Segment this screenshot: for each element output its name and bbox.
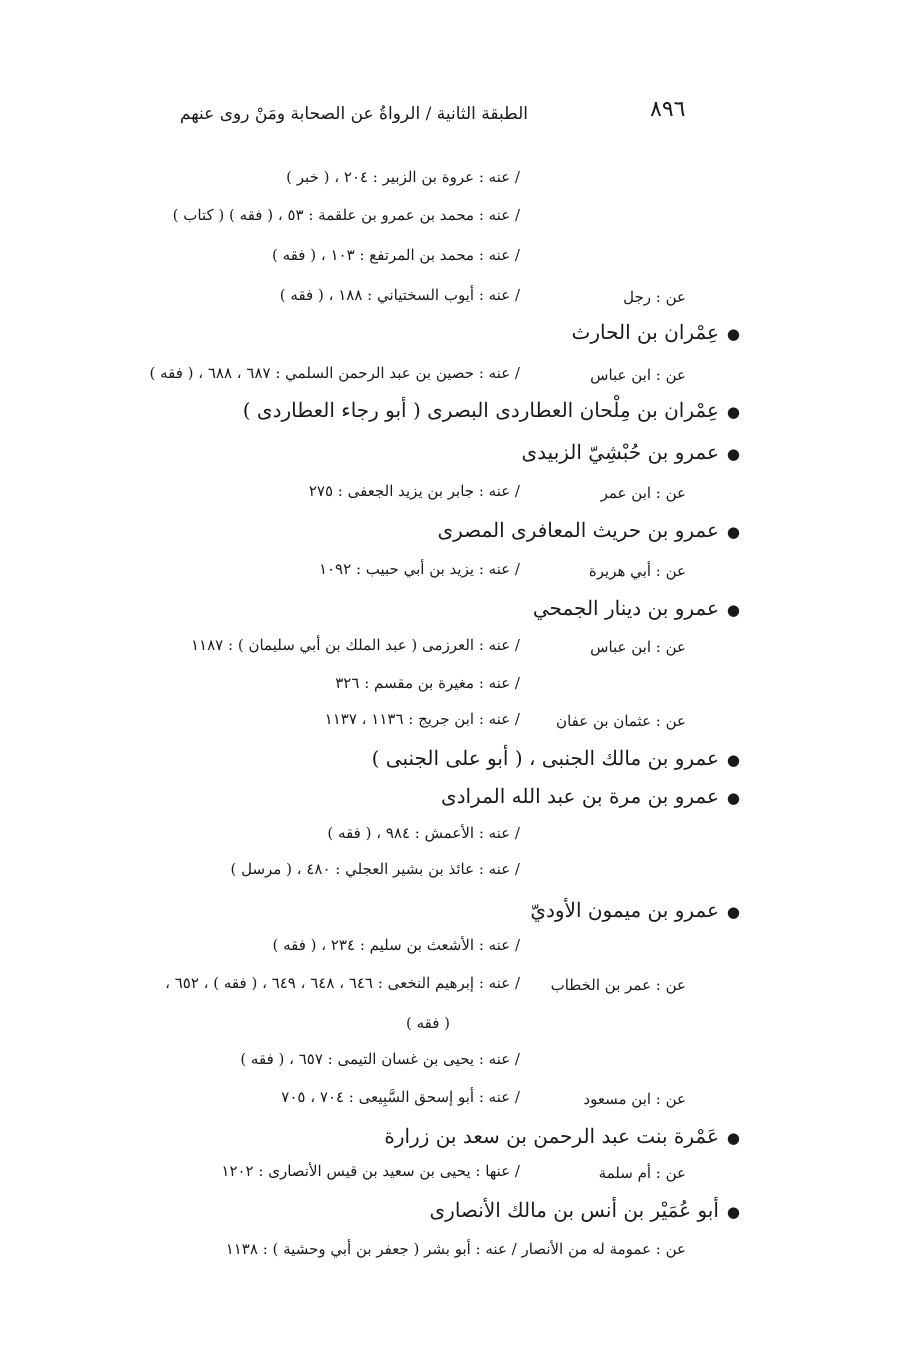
narrator-heading [372,746,740,770]
narration-line: / عنه : أبو إسحق السَّبِيعى : ٧٠٤ ، ٧٠٥ [281,1088,520,1106]
narration-line: / عنه : عائذ بن بشير العجلي : ٤٨٠ ، ( مرسل ) [230,860,520,878]
narrator-heading [437,518,740,542]
narration-line: عن : عمومة له من الأنصار / عنه : أبو بشر ( جعفر بن أبي وحشية ) : ١١٣٨ [225,1240,686,1258]
narration-line: / عنه : يحيى بن غسان التيمى : ٦٥٧ ، ( فقه ) [240,1050,520,1068]
narrator-heading [522,440,741,464]
narrator-heading [530,898,740,922]
bullet-icon: ● [726,1203,740,1221]
narrator-name: عَمْرة بنت عبد الرحمن بن سعد بن زرارة [384,1124,719,1148]
source-label: عن : ابن عمر [600,484,686,502]
page-number: ٨٩٦ [650,97,686,122]
narration-line: / عنه : ابن جريج : ١١٣٦ ، ١١٣٧ [324,710,520,728]
narration-line: / عنه : محمد بن المرتفع : ١٠٣ ، ( فقه ) [272,246,520,264]
narrator-name: عمرو بن حريث المعافرى المصرى [437,518,719,542]
narrator-heading [441,784,740,808]
source-label: عن : عمر بن الخطاب [550,976,686,994]
source-label: عن : أم سلمة [598,1164,686,1182]
narrator-heading [571,320,740,344]
bullet-icon: ● [726,1129,740,1147]
narration-line: / عنه : حصين بن عبد الرحمن السلمي : ٦٨٧ ، ٦٨٨ ، ( فقه ) [149,364,520,382]
bullet-icon: ● [726,789,740,807]
narrator-heading [430,1198,741,1222]
bullet-icon: ● [726,325,740,343]
narrator-heading [533,596,740,620]
bullet-icon: ● [726,601,740,619]
source-label: عن : ابن عباس [590,638,686,656]
narration-line: / عنه : يزيد بن أبي حبيب : ١٠٩٢ [318,560,520,578]
narration-line: / عنه : مغيرة بن مقسم : ٣٢٦ [335,674,520,692]
bullet-icon: ● [726,523,740,541]
narrator-name: عمرو بن ميمون الأوديّ [530,898,719,922]
source-label: عن : ابن عباس [590,366,686,384]
narration-line: / عنها : يحيى بن سعيد بن قيس الأنصارى : ١٢٠٢ [221,1162,520,1180]
narrator-name: عِمْران بن الحارث [571,320,719,344]
narration-line: / عنه : الأشعث بن سليم : ٢٣٤ ، ( فقه ) [272,936,520,954]
bullet-icon: ● [726,751,740,769]
narration-line: / عنه : محمد بن عمرو بن علقمة : ٥٣ ، ( فقه ) ( كتاب ) [172,206,520,224]
narration-line: / عنه : إبرهيم النخعى : ٦٤٦ ، ٦٤٨ ، ٦٤٩ ، ( فقه ) ، ٦٥٢ ، [165,974,520,992]
narration-line: / عنه : العرزمى ( عبد الملك بن أبي سليمان ) : ١١٨٧ [191,636,520,654]
narrator-heading [384,1124,740,1148]
narration-line: / عنه : عروة بن الزبير : ٢٠٤ ، ( خبر ) [286,168,520,186]
bullet-icon: ● [726,445,740,463]
bullet-icon: ● [726,903,740,921]
narrator-name: عمرو بن مالك الجنبى ، ( أبو على الجنبى ) [371,746,719,770]
source-label: عن : رجل [623,288,686,306]
narrator-name: أبو عُمَيْر بن أنس بن مالك الأنصارى [429,1198,719,1222]
narration-line: / عنه : الأعمش : ٩٨٤ ، ( فقه ) [327,824,520,842]
narrator-name: عِمْران بن مِلْحان العطاردى البصرى ( أبو رجاء العطاردى ) [242,398,719,422]
narrator-name: عمرو بن دينار الجمحي [532,596,719,620]
narration-line: / عنه : جابر بن يزيد الجعفى : ٢٧٥ [308,482,520,500]
narrator-name: عمرو بن حُبْشِيّ الزبيدى [521,440,719,464]
narration-line: / عنه : أيوب السختياني : ١٨٨ ، ( فقه ) [279,286,520,304]
source-label: عن : أبي هريرة [588,562,686,580]
source-label: عن : ابن مسعود [583,1090,686,1108]
narrator-name: عمرو بن مرة بن عبد الله المرادى [440,784,719,808]
running-header: الطبقة الثانية / الرواةُ عن الصحابة ومَنْ روى عنهم [179,104,528,124]
narrator-heading [243,398,740,422]
narration-continuation: ( فقه ) [405,1014,450,1032]
bullet-icon: ● [726,403,740,421]
source-label: عن : عثمان بن عفان [556,712,686,730]
